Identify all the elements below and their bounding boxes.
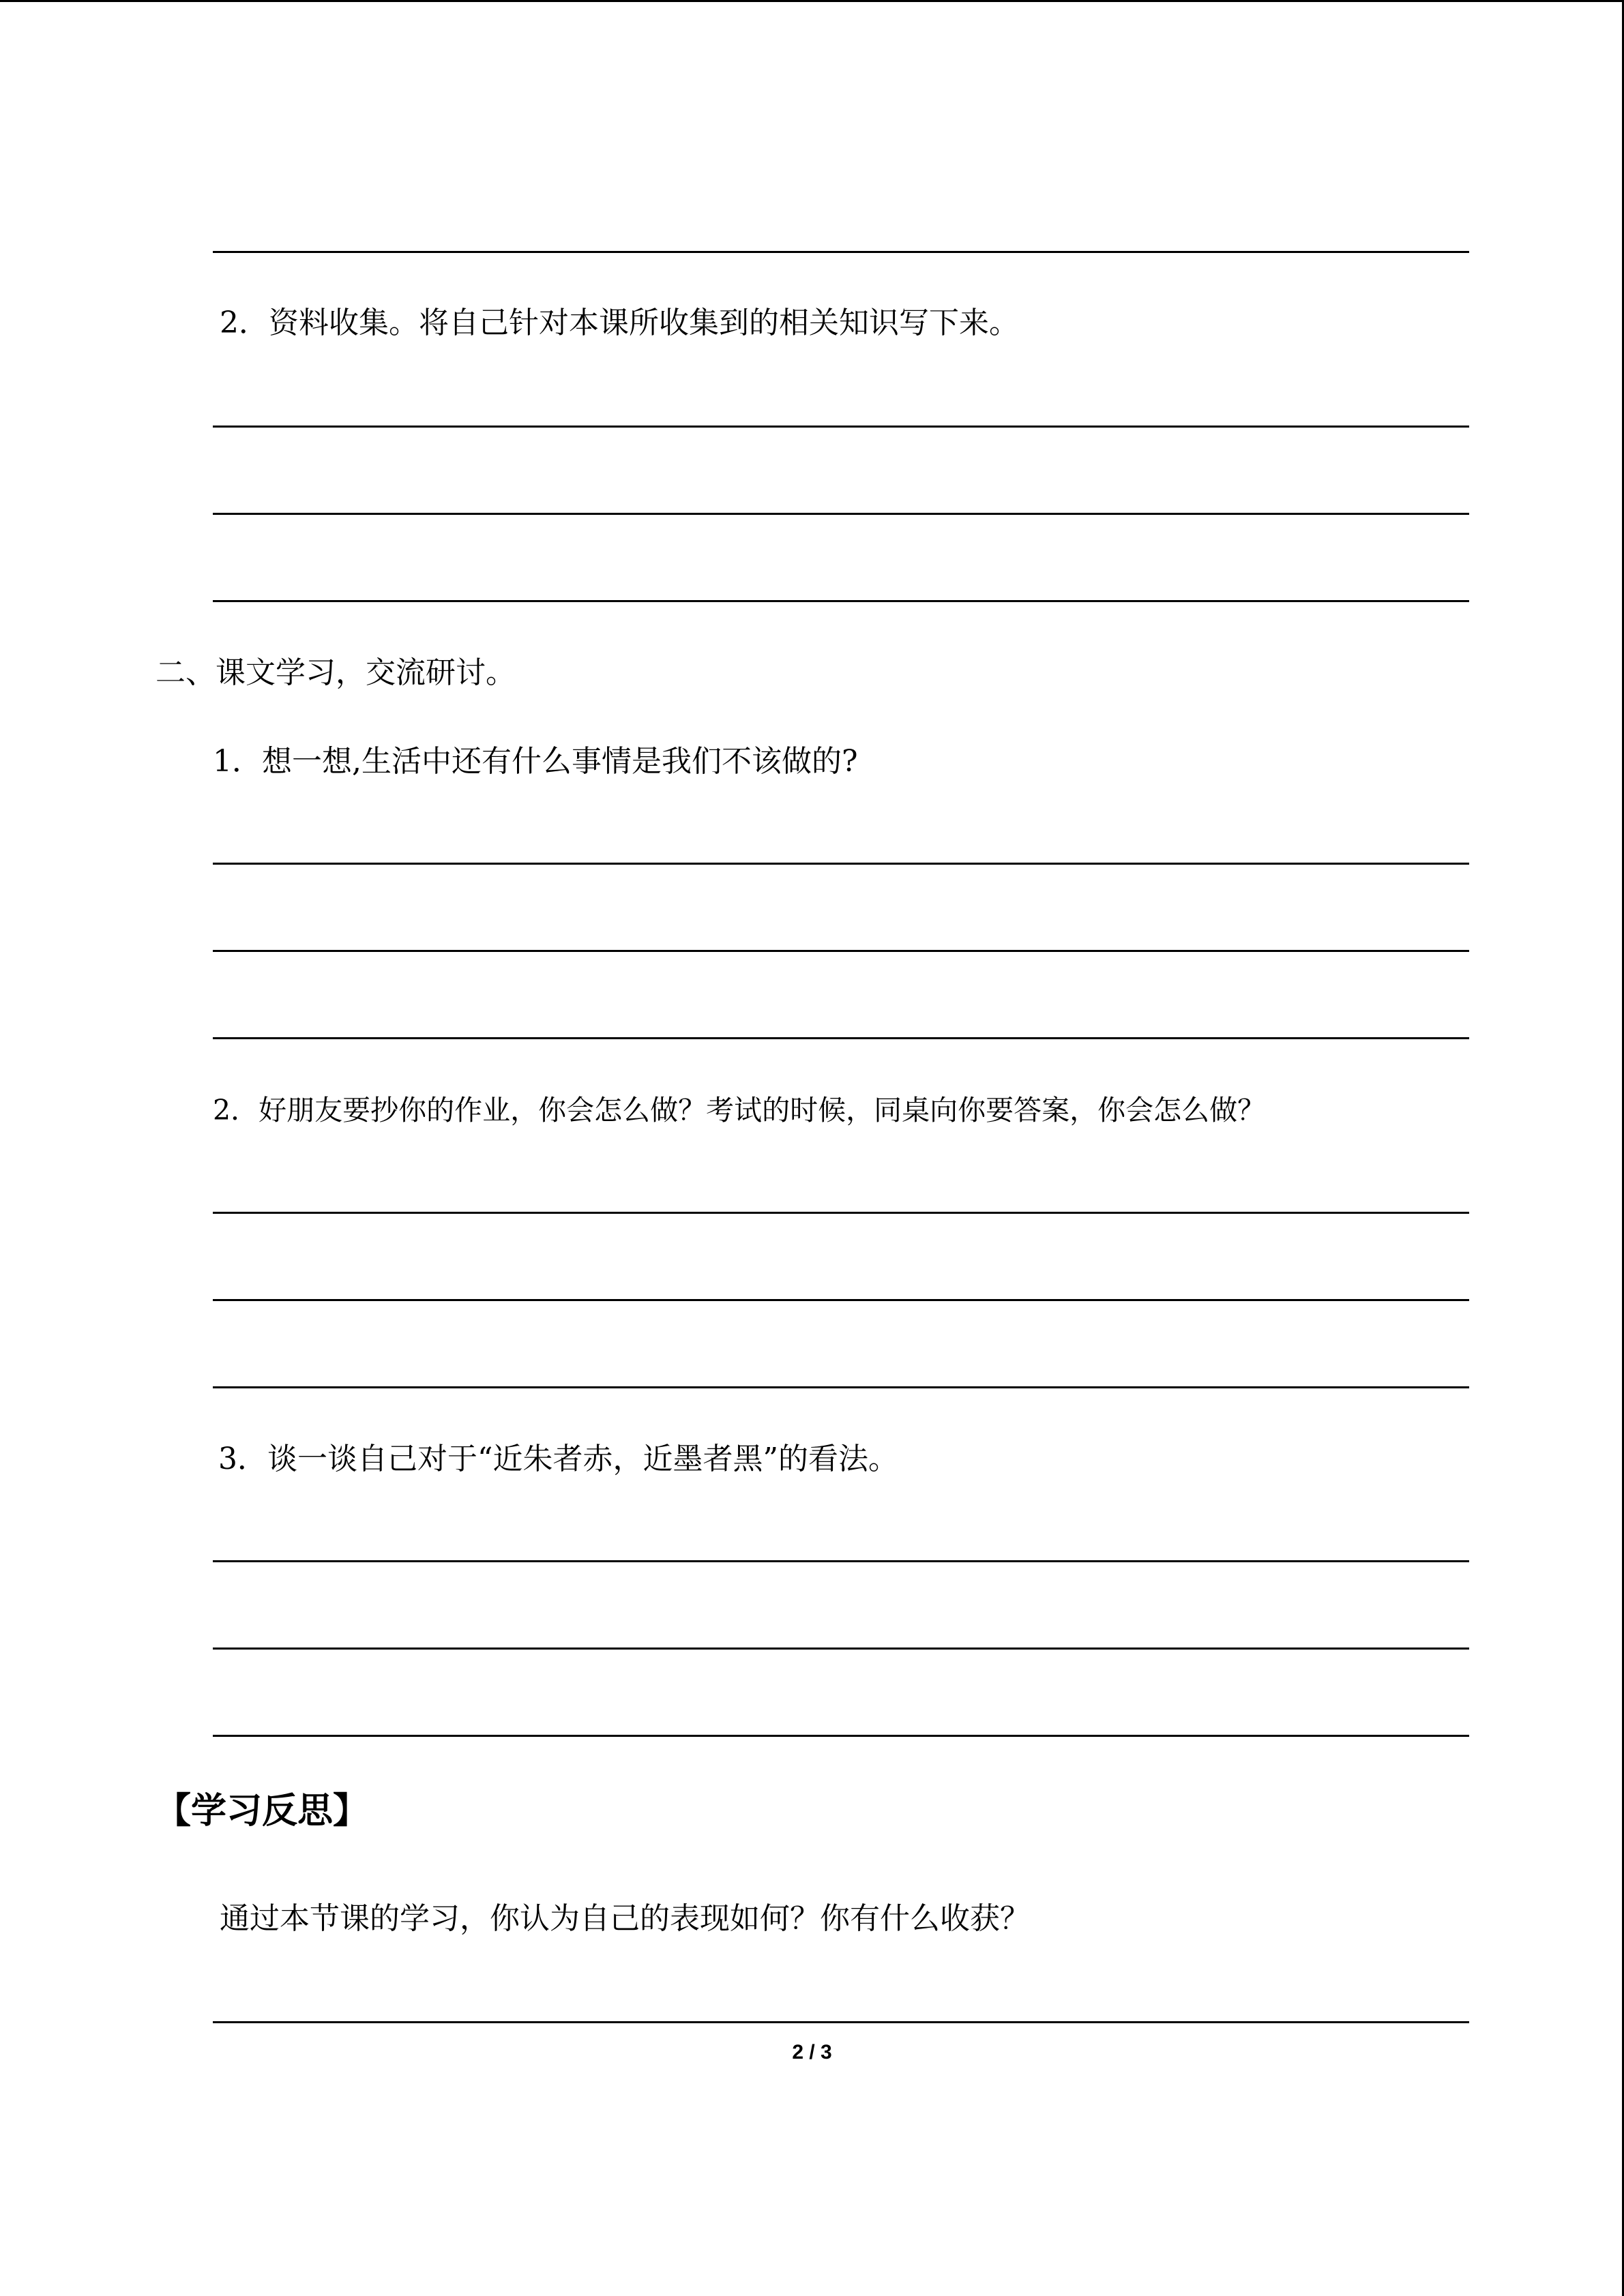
page-number: 2 / 3 <box>792 2041 832 2063</box>
answer-line <box>213 251 1469 253</box>
question-three: 3．谈一谈自己对于“近朱者赤，近墨者黑”的看法。 <box>218 1442 898 1476</box>
answer-line <box>213 863 1469 865</box>
reflection-prompt: 通过本节课的学习，你认为自己的表现如何？你有什么收获？ <box>220 1901 1030 1936</box>
answer-line <box>213 1299 1469 1301</box>
answer-line <box>213 600 1469 602</box>
answer-line <box>213 950 1469 952</box>
answer-line <box>213 1386 1469 1388</box>
question-one: 1．想一想,生活中还有什么事情是我们不该做的? <box>213 744 858 779</box>
answer-line <box>213 1212 1469 1214</box>
answer-line <box>213 513 1469 515</box>
answer-line <box>213 2021 1469 2023</box>
answer-line <box>213 1648 1469 1650</box>
answer-line <box>213 1735 1469 1737</box>
answer-line <box>213 1560 1469 1562</box>
reflection-heading: 【学习反思】 <box>156 1791 369 1832</box>
answer-line <box>213 1037 1469 1039</box>
question-materials-collection: 2．资料收集。将自己针对本课所收集到的相关知识写下来。 <box>220 305 1019 340</box>
page-top-border <box>0 0 1624 2</box>
answer-line <box>213 426 1469 428</box>
section-two-title: 二、课文学习，交流研讨。 <box>156 655 516 690</box>
question-two: 2．好朋友要抄你的作业，你会怎么做？考试的时候，同桌向你要答案，你会怎么做？ <box>213 1094 1266 1127</box>
